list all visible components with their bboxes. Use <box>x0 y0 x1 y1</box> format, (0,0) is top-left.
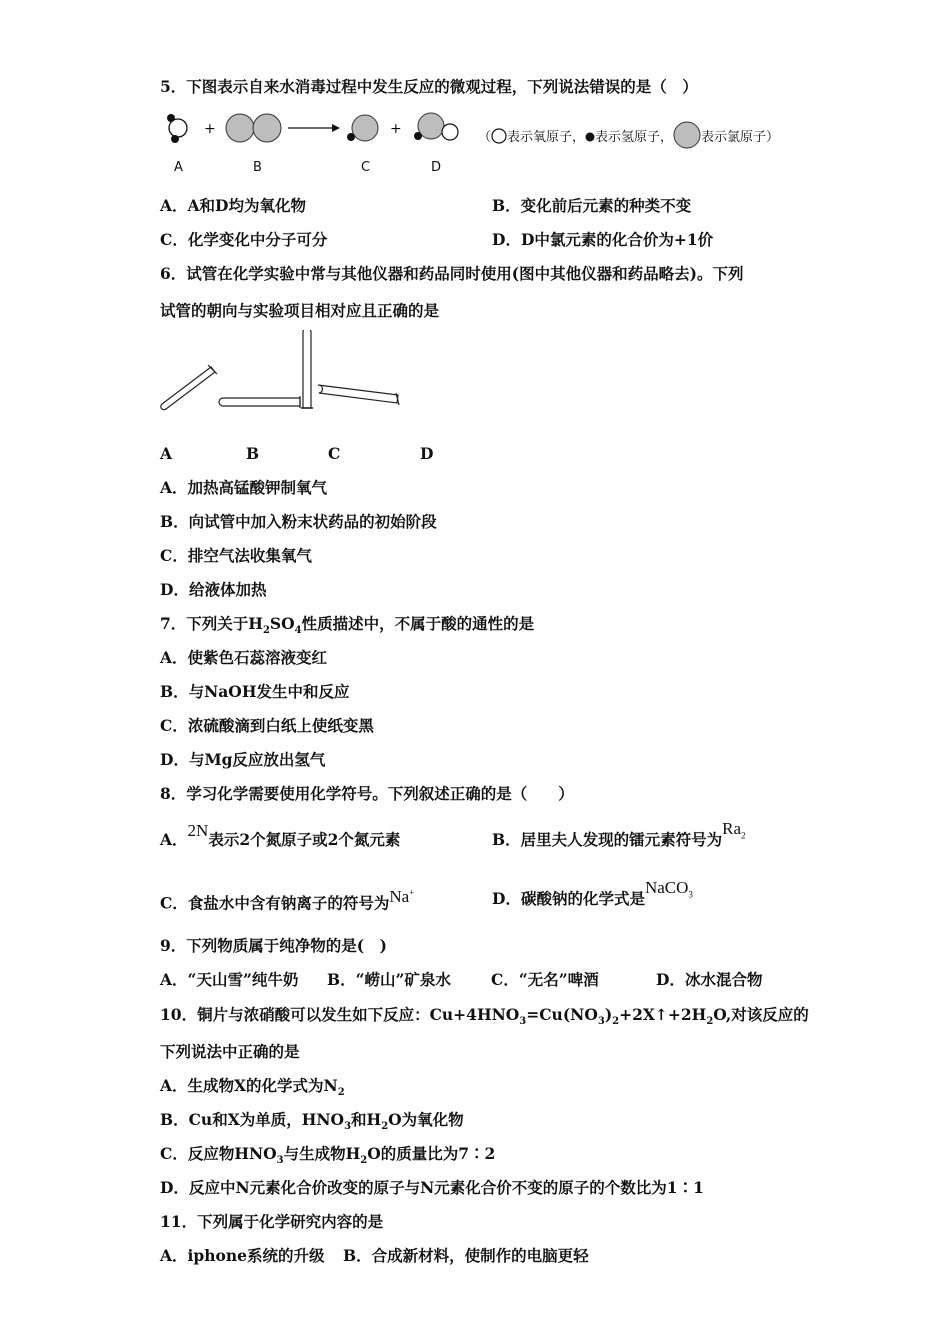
q6-stem-line2: 试管的朝向与实验项目相对应且正确的是 <box>160 301 440 320</box>
q11-option-a: A．iphone系统的升级 <box>160 1246 325 1265</box>
q6-label-d: D <box>420 444 434 463</box>
q6-label-a: A <box>160 444 173 463</box>
q9-option-c: C．“无名”啤酒 <box>491 970 599 989</box>
q5-option-b: B．变化前后元素的种类不变 <box>492 196 692 215</box>
q10-option-a: A．生成物X的化学式为$N_2$ <box>160 1076 345 1099</box>
q6-option-b: B．向试管中加入粉末状药品的初始阶段 <box>160 512 437 531</box>
molecule-a <box>167 114 187 143</box>
oxygen-atom-icon <box>491 128 507 144</box>
q10-stem-line1: 10．铜片与浓硝酸可以发生如下反应：$Cu+4HNO_3=Cu(NO_3)_2+2X↑+2H_2O$,对该反应的 <box>160 1005 809 1028</box>
q6-stem-line1: 6．试管在化学实验中常与其他仪器和药品同时使用(图中其他仪器和药品略去)。下列 <box>160 264 744 283</box>
q5-option-c: C．化学变化中分子可分 <box>160 230 328 249</box>
q7-stem: 7．下列关于$H_2SO_4$性质描述中，不属于酸的通性的是 <box>160 614 535 637</box>
reaction-arrow-icon <box>288 124 340 132</box>
q5-option-a: A．A和D均为氧化物 <box>160 196 306 215</box>
q10-option-d: D．反应中N元素化合价改变的原子与N元素化合价不变的原子的个数比为1∶1 <box>160 1178 704 1197</box>
q5-reaction-diagram <box>160 108 480 158</box>
q5-option-d: D．D中氯元素的化合价为+1价 <box>492 230 714 249</box>
q11-stem: 11．下列属于化学研究内容的是 <box>160 1212 384 1231</box>
test-tube-d <box>318 385 399 405</box>
q7-option-b: B．与NaOH发生中和反应 <box>160 682 350 701</box>
q7-option-d: D．与Mg反应放出氢气 <box>160 750 326 769</box>
molecule-b <box>226 114 281 142</box>
q7-option-c: C．浓硫酸滴到白纸上使纸变黑 <box>160 716 374 735</box>
q7-option-a: A．使紫色石蕊溶液变红 <box>160 648 328 667</box>
q9-option-d: D．冰水混合物 <box>656 970 763 989</box>
q8-option-c: C．食盐水中含有钠离子的符号为Na+ <box>160 886 415 913</box>
test-tube-c <box>301 330 313 408</box>
molecule-d <box>414 113 458 140</box>
q5-label-a: A <box>174 160 183 175</box>
q6-option-d: D．给液体加热 <box>160 580 267 599</box>
q8-option-b: B．居里夫人发现的镭元素符号为$Ra_2$ <box>492 819 746 849</box>
q6-option-a: A．加热高锰酸钾制氧气 <box>160 478 328 497</box>
q10-stem-line2: 下列说法中正确的是 <box>160 1042 300 1061</box>
hydrogen-atom-icon <box>585 132 595 142</box>
q9-option-a: A．“天山雪”纯牛奶 <box>160 970 299 989</box>
q9-option-b: B．“崂山”矿泉水 <box>327 970 451 989</box>
q8-stem: 8．学习化学需要使用化学符号。下列叙述正确的是（ ） <box>160 784 574 803</box>
q9-stem: 9．下列物质属于纯净物的是( ) <box>160 936 387 955</box>
q5-legend: （ 表示氧原子， 表示氢原子， 表示氯原子） <box>478 121 779 149</box>
q10-option-b: B．Cu和X为单质，$HNO_3$和$H_2O$为氧化物 <box>160 1110 464 1133</box>
test-tube-b <box>219 396 300 408</box>
test-tube-a <box>161 365 217 410</box>
q6-label-c: C <box>328 444 341 463</box>
plus-sign-2: + <box>390 121 402 137</box>
q6-option-c: C．排空气法收集氧气 <box>160 546 312 565</box>
plus-sign-1: + <box>204 121 216 137</box>
q5-label-b: B <box>253 160 262 175</box>
chlorine-atom-icon <box>673 121 701 149</box>
q5-label-c: C <box>361 160 371 175</box>
q8-option-a: A．2N表示2个氮原子或2个氮元素 <box>160 821 401 849</box>
q5-stem: 5．下图表示自来水消毒过程中发生反应的微观过程，下列说法错误的是（ ） <box>160 77 698 96</box>
q5-label-d: D <box>431 160 442 175</box>
q10-option-c: C．反应物$HNO_3$与生成物$H_2O$的质量比为7∶2 <box>160 1144 496 1167</box>
q11-option-b: B．合成新材料，使制作的电脑更轻 <box>343 1246 589 1265</box>
q6-test-tubes-diagram <box>155 330 405 415</box>
molecule-c <box>347 115 378 141</box>
q6-label-b: B <box>246 444 260 463</box>
q8-option-d: D．碳酸钠的化学式是NaCO$_3$ <box>492 878 693 908</box>
